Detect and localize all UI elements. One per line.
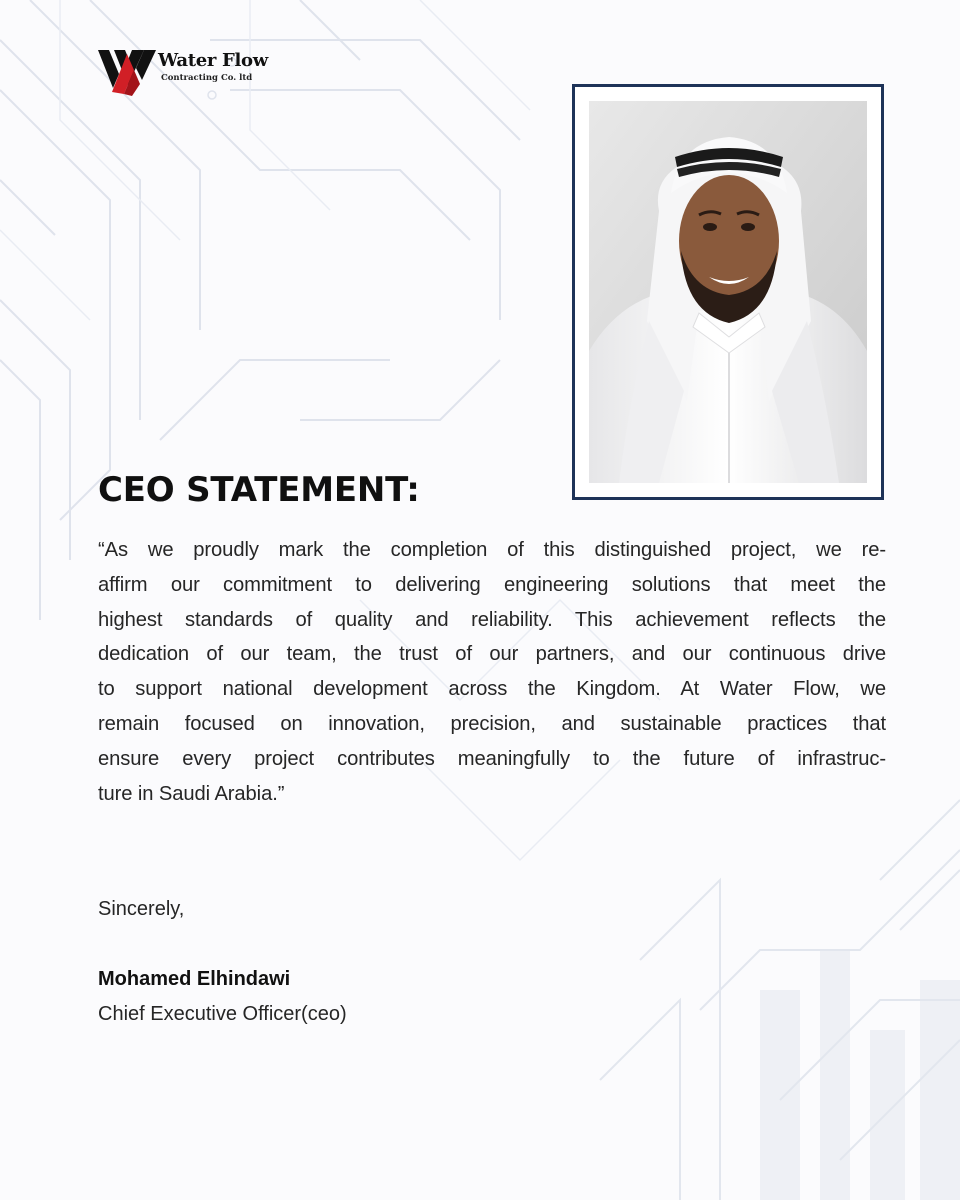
statement-line: highest standards of quality and reliability. This achievement reflects the	[98, 608, 886, 631]
statement-line: remain focused on innovation, precision, and sustainable practices that	[98, 712, 886, 735]
closing-salutation: Sincerely,	[98, 898, 185, 920]
statement-line: to support national development across the Kingdom. At Water Flow, we	[98, 678, 886, 701]
statement-line: “As we proudly mark the completion of this distinguished project, we re-	[98, 539, 886, 561]
company-logo	[98, 44, 268, 98]
statement-line: affirm our commitment to delivering engineering solutions that meet the	[98, 573, 886, 596]
statement-line: dedication of our team, the trust of our partners, and our continuous drive	[98, 643, 886, 666]
page-title: CEO STATEMENT:	[98, 470, 420, 510]
logo-mark-icon	[98, 44, 156, 98]
signer-role: Chief Executive Officer(ceo)	[98, 1003, 347, 1025]
statement-line: ensure every project contributes meaningfully to the future of infrastruc-	[98, 747, 886, 770]
statement-text	[98, 533, 886, 811]
signer-name: Mohamed Elhindawi	[98, 968, 291, 990]
ceo-photo	[589, 101, 867, 483]
company-name: Water Flow	[158, 50, 268, 71]
ceo-photo-frame	[572, 84, 884, 500]
statement-line: ture in Saudi Arabia.”	[98, 782, 285, 805]
company-subtitle: Contracting Co. ltd	[161, 73, 253, 83]
